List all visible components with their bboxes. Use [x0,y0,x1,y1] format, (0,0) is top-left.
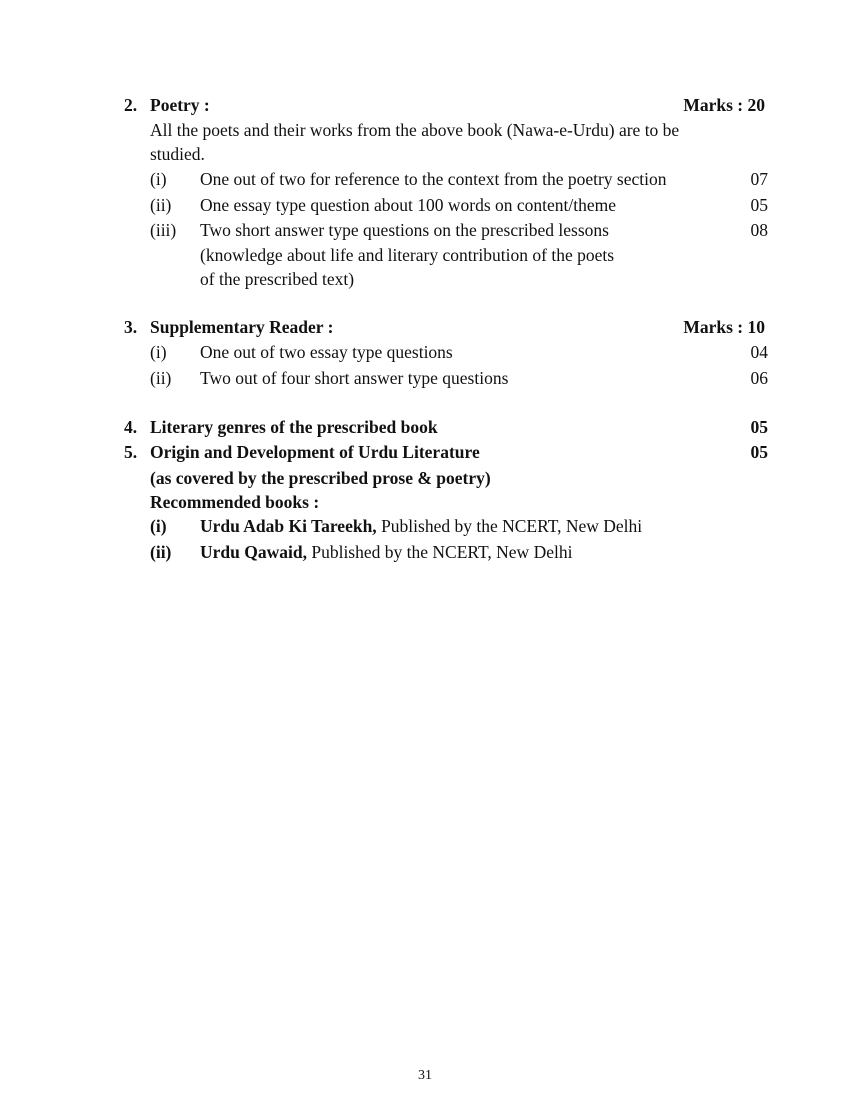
section-title-genres: Literary genres of the prescribed book [150,417,438,437]
item-roman: (i) [150,342,167,362]
item-text: Two short answer type questions on the prescribed lessons [200,220,609,240]
item-text: One essay type question about 100 words on content/theme [200,195,617,215]
section-title-origin: Origin and Development of Urdu Literature [150,442,480,462]
item-text: One out of two for reference to the context from the poetry section [200,169,667,189]
item-text: (knowledge about life and literary contribution of the poets [200,245,615,265]
book-publisher: Published by the NCERT, New Delhi [306,542,573,562]
book-title: Urdu Qawaid, [200,542,307,562]
section-title-supplementary: Supplementary Reader : [150,317,334,337]
item-marks: 06 [750,368,768,388]
book-roman: (ii) [150,542,172,562]
book-publisher: Published by the NCERT, New Delhi [376,516,643,536]
item-marks: 05 [750,195,768,215]
poetry-intro-line: All the poets and their works from the above book (Nawa-e-Urdu) are to be [150,120,680,140]
section-subtitle: (as covered by the prescribed prose & poetry) [150,468,491,488]
section-number: 4. [124,417,138,437]
section-number: 5. [124,442,138,462]
item-roman: (ii) [150,368,172,388]
section-marks: 05 [750,417,768,437]
item-marks: 08 [750,220,768,240]
book-roman: (i) [150,516,167,536]
section-title-poetry: Poetry : [150,95,210,115]
section-marks: 05 [750,442,768,462]
item-roman: (iii) [150,220,177,240]
item-marks: 07 [750,169,768,189]
recommended-books-heading: Recommended books : [150,492,320,512]
item-text: of the prescribed text) [200,269,355,289]
section-marks: Marks : 10 [683,317,765,337]
section-number: 3. [124,317,138,337]
item-roman: (ii) [150,195,172,215]
section-number: 2. [124,95,138,115]
item-text: Two out of four short answer type questions [200,368,509,388]
section-marks: Marks : 20 [683,95,765,115]
book-title: Urdu Adab Ki Tareekh, [200,516,377,536]
page-number: 31 [418,1068,432,1083]
book-entry [200,515,642,537]
item-marks: 04 [750,342,768,362]
item-text: One out of two essay type questions [200,342,453,362]
book-entry [200,541,572,563]
poetry-intro-line: studied. [150,144,205,164]
item-roman: (i) [150,169,167,189]
